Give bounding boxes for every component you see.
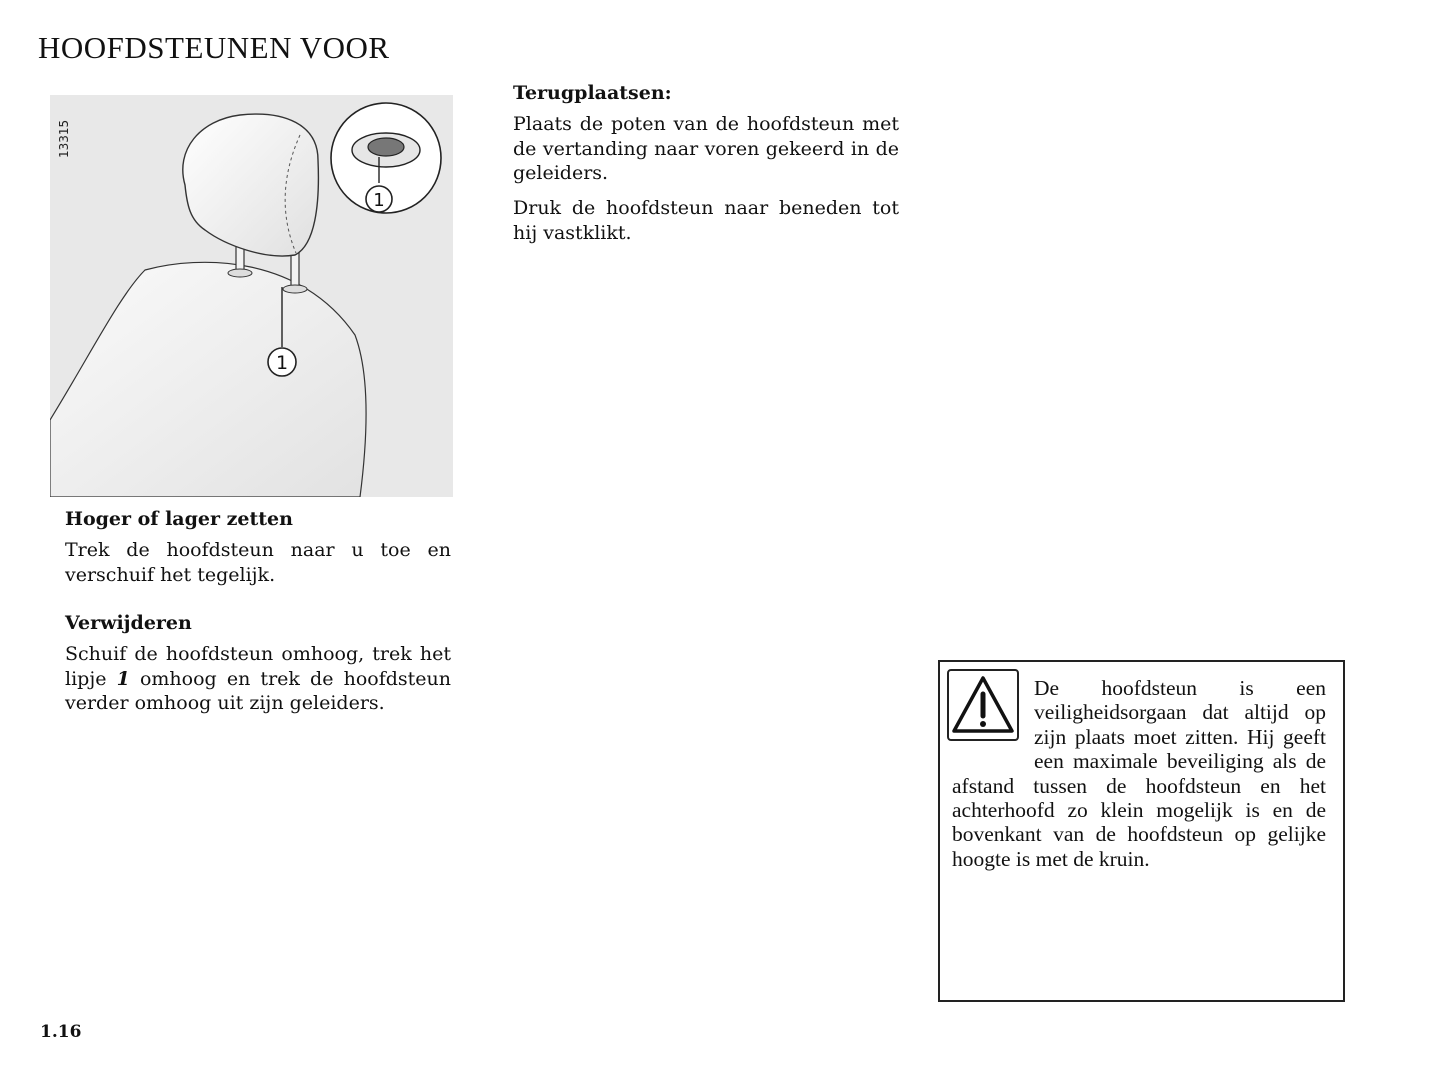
callout-label: 1	[275, 352, 289, 374]
section-heading-remove: Verwijderen	[65, 612, 192, 634]
headrest-illustration	[50, 95, 453, 497]
warning-text: De hoofdsteun is een veiligheidsorgaan dat altijd op zijn plaats moet zitten. Hij geeft een maximale beveiliging als de afstand tussen de hoofdsteun en het achterhoofd zo klein mogelijk is en de bovenkant van de hoofdsteun op gelijke hoogte is met de kruin.	[952, 676, 1326, 871]
figure-number	[52, 102, 74, 162]
section-body-adjust: Trek de hoofdsteun naar u toe en verschuif het tegelijk.	[65, 539, 451, 586]
section-heading-adjust: Hoger of lager zetten	[65, 508, 293, 530]
seat-back	[50, 262, 366, 497]
headrest	[183, 114, 319, 256]
remove-text-after: omhoog en trek de hoofdsteun verder omhoog uit zijn geleiders.	[65, 667, 451, 714]
warning-text-block	[952, 676, 1326, 871]
headrest-figure	[50, 95, 453, 497]
section-body-remove	[65, 642, 451, 716]
remove-text-before: Schuif de hoofdsteun omhoog, trek het lipje	[65, 643, 451, 690]
page-title: HOOFDSTEUNEN VOOR	[38, 30, 390, 65]
section-body-refit-2: Druk de hoofdsteun naar beneden tot hij vastklikt.	[513, 197, 899, 244]
warning-box	[938, 660, 1345, 1002]
section-body-refit-1: Plaats de poten van de hoofdsteun met de vertanding naar voren gekeerd in de geleiders.	[513, 113, 899, 184]
detail-callout-label: 1	[373, 190, 385, 211]
remove-text-emphasis: 1	[116, 667, 130, 690]
figure-number-text: 13315	[57, 119, 71, 158]
section-heading-refit: Terugplaatsen:	[513, 82, 672, 104]
page-number: 1.16	[40, 1022, 82, 1042]
